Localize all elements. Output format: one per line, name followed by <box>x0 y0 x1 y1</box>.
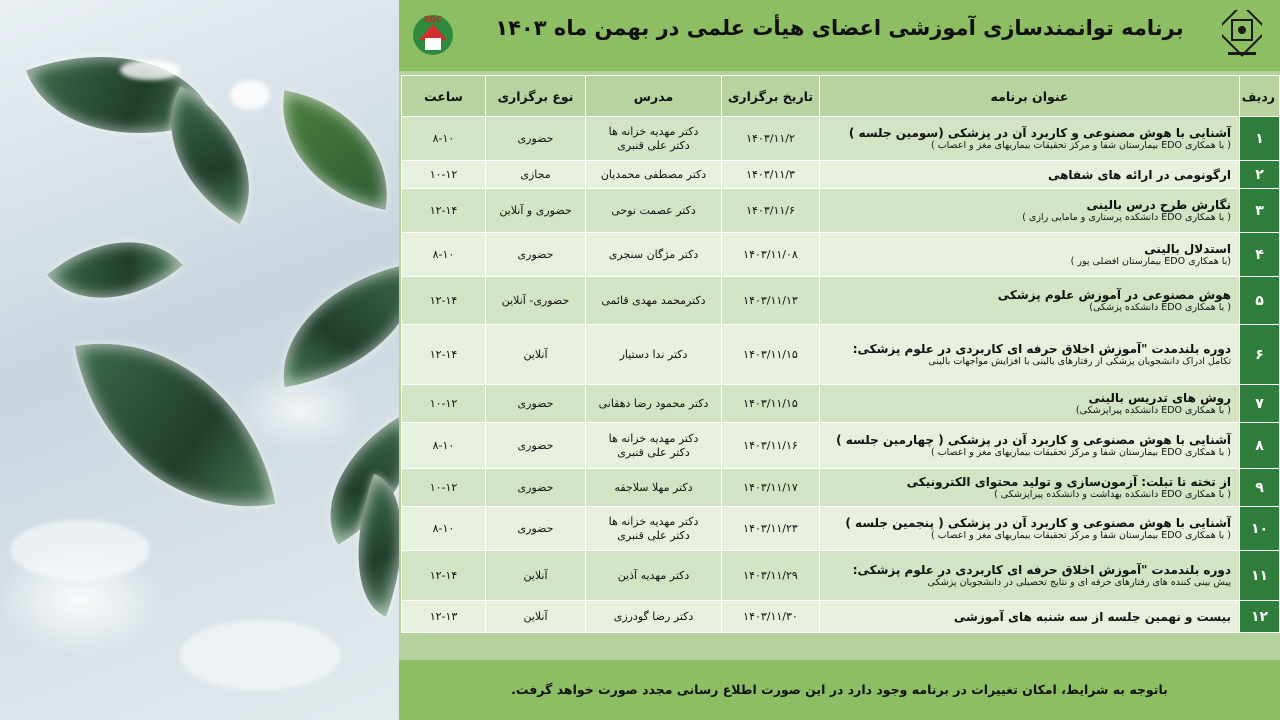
program-topic <box>820 601 1240 633</box>
table-header-row <box>402 76 1280 117</box>
program-instructor <box>586 325 722 385</box>
program-title: آشنایی با هوش مصنوعی و کاربرد آن در پزشکی (سومین جلسه ) <box>848 126 1231 140</box>
program-title: دوره بلندمدت "آموزش اخلاق حرفه ای کاربردی در علوم پزشکی: <box>852 342 1231 356</box>
program-date: ۱۴۰۳/۱۱/۰۸ <box>722 233 820 277</box>
row-number: ۳ <box>1240 189 1280 233</box>
col-header-date: تاریخ برگزاری <box>722 76 820 117</box>
program-title: از تخته تا تبلت: آزمون‌سازی و تولید محتوای الکترونیکی <box>906 475 1231 489</box>
program-date: ۱۴۰۳/۱۱/۱۶ <box>722 423 820 469</box>
program-time: ۸-۱۰ <box>402 117 486 161</box>
instructor-name: دکتر ندا دستیار <box>619 347 688 361</box>
program-time: ۱۲-۱۴ <box>402 189 486 233</box>
program-instructor <box>586 189 722 233</box>
program-delivery-type: حضوری <box>486 233 586 277</box>
table-row <box>402 325 1280 385</box>
program-date: ۱۴۰۳/۱۱/۲۳ <box>722 507 820 551</box>
instructor-name: دکتر رضا گودرزی <box>613 609 694 623</box>
table-row <box>402 551 1280 601</box>
program-delivery-type: آنلاین <box>486 601 586 633</box>
instructor-name: دکتر مهدیه آذین <box>617 568 690 582</box>
col-header-row-number: ردیف <box>1240 76 1280 117</box>
program-collaboration-note: ( با همکاری EDO دانشکده بهداشت و دانشکده پیراپزشکی ) <box>994 489 1231 500</box>
row-number: ۶ <box>1240 325 1280 385</box>
program-collaboration-note: ( با همکاری EDO بیمارستان شفا و مرکز تحقیقات بیماریهای مغز و اعصاب ) <box>930 530 1231 541</box>
instructor-name: دکتر مهدیه خزانه ها <box>608 514 699 528</box>
program-title: هوش مصنوعی در آموزش علوم پزشکی <box>997 288 1231 302</box>
program-instructor <box>586 423 722 469</box>
row-number: ۱ <box>1240 117 1280 161</box>
program-topic <box>820 469 1240 507</box>
table-row <box>402 277 1280 325</box>
instructor-name: دکتر علی قنبری <box>617 138 690 152</box>
edc-logo-text: EDC <box>424 15 442 24</box>
col-header-time: ساعت <box>402 76 486 117</box>
program-delivery-type: آنلاین <box>486 325 586 385</box>
program-date: ۱۴۰۳/۱۱/۲۹ <box>722 551 820 601</box>
row-number: ۱۰ <box>1240 507 1280 551</box>
program-time: ۱۲-۱۴ <box>402 277 486 325</box>
program-topic <box>820 277 1240 325</box>
table-row <box>402 189 1280 233</box>
program-instructor <box>586 601 722 633</box>
instructor-name: دکتر محمود رضا دهقانی <box>598 396 709 410</box>
program-delivery-type: حضوری- آنلاین <box>486 277 586 325</box>
program-title: روش های تدریس بالینی <box>1088 391 1231 405</box>
table-row <box>402 423 1280 469</box>
program-instructor <box>586 161 722 189</box>
footer-bar <box>399 660 1280 720</box>
row-number: ۸ <box>1240 423 1280 469</box>
program-title: آشنایی با هوش مصنوعی و کاربرد آن در پزشکی ( پنجمین جلسه ) <box>845 516 1231 530</box>
col-header-type: نوع برگزاری <box>486 76 586 117</box>
instructor-name: دکتر علی قنبری <box>617 528 690 542</box>
program-collaboration-note: ( با همکاری EDO بیمارستان شفا و مرکز تحقیقات بیماریهای مغز و اعصاب ) <box>930 447 1231 458</box>
program-table <box>401 75 1280 633</box>
program-delivery-type: حضوری <box>486 469 586 507</box>
row-number: ۷ <box>1240 385 1280 423</box>
row-number: ۴ <box>1240 233 1280 277</box>
program-delivery-type: آنلاین <box>486 551 586 601</box>
decorative-frosted-leaves-photo <box>0 0 399 720</box>
program-title: آشنایی با هوش مصنوعی و کاربرد آن در پزشکی ( چهارمین جلسه ) <box>836 433 1231 447</box>
program-instructor <box>586 233 722 277</box>
program-time: ۱۲-۱۴ <box>402 325 486 385</box>
table-row <box>402 601 1280 633</box>
program-title: بیست و نهمین جلسه از سه شنبه های آموزشی <box>953 609 1231 624</box>
table-row <box>402 507 1280 551</box>
program-collaboration-note: تکامل ادراک دانشجویان پزشکی از رفتارهای بالینی با افزایش مواجهات بالینی <box>928 356 1231 367</box>
program-title: ارگونومی در ارائه های شفاهی <box>1047 167 1231 182</box>
program-topic <box>820 117 1240 161</box>
university-emblem-icon <box>1222 10 1262 60</box>
program-instructor <box>586 469 722 507</box>
row-number: ۱۲ <box>1240 601 1280 633</box>
program-delivery-type: حضوری و آنلاین <box>486 189 586 233</box>
program-collaboration-note: ( با همکاری EDO دانشکده پزشکی) <box>1089 302 1231 313</box>
program-instructor <box>586 277 722 325</box>
instructor-name: دکترمحمد مهدی قائمی <box>601 293 706 307</box>
col-header-topic: عنوان برنامه <box>820 76 1240 117</box>
program-topic <box>820 189 1240 233</box>
program-time: ۱۰-۱۲ <box>402 469 486 507</box>
col-header-instructor: مدرس <box>586 76 722 117</box>
program-time: ۸-۱۰ <box>402 507 486 551</box>
table-row <box>402 233 1280 277</box>
program-delivery-type: مجازی <box>486 161 586 189</box>
program-time: ۱۰-۱۲ <box>402 161 486 189</box>
instructor-name: دکتر مژگان سنجری <box>608 247 699 261</box>
program-collaboration-note: ( با همکاری EDO دانشکده پیراپزشکی) <box>1075 405 1231 416</box>
program-panel <box>399 0 1280 720</box>
page-title: برنامه توانمندسازی آموزشی اعضای هیأت علمی در بهمن ماه ۱۴۰۳ <box>495 16 1184 40</box>
program-instructor <box>586 507 722 551</box>
row-number: ۱۱ <box>1240 551 1280 601</box>
program-date: ۱۴۰۳/۱۱/۲ <box>722 117 820 161</box>
instructor-name: دکتر عصمت نوحی <box>611 203 696 217</box>
row-number: ۹ <box>1240 469 1280 507</box>
instructor-name: دکتر مصطفی محمدیان <box>600 167 707 181</box>
program-collaboration-note: ( با همکاری EDO دانشکده پرستاری و مامایی رازی ) <box>1022 212 1231 223</box>
program-time: ۱۲-۱۳ <box>402 601 486 633</box>
edc-logo-icon <box>411 10 455 60</box>
program-instructor <box>586 385 722 423</box>
program-topic <box>820 325 1240 385</box>
program-time: ۸-۱۰ <box>402 423 486 469</box>
footer-note: باتوجه به شرایط، امکان تغییرات در برنامه وجود دارد در این صورت اطلاع رسانی مجدد صورت خواهد گرفت. <box>511 682 1168 697</box>
program-topic <box>820 507 1240 551</box>
row-number: ۵ <box>1240 277 1280 325</box>
program-date: ۱۴۰۳/۱۱/۱۷ <box>722 469 820 507</box>
program-topic <box>820 161 1240 189</box>
header-bar <box>399 0 1280 71</box>
instructor-name: دکتر علی قنبری <box>617 445 690 459</box>
program-date: ۱۴۰۳/۱۱/۳ <box>722 161 820 189</box>
program-title: استدلال بالینی <box>1144 242 1231 256</box>
program-time: ۸-۱۰ <box>402 233 486 277</box>
program-delivery-type: حضوری <box>486 423 586 469</box>
program-topic <box>820 233 1240 277</box>
program-collaboration-note: پیش بینی کننده های رفتارهای حرفه ای و نتایج تحصیلی در دانشجویان پزشکی <box>927 577 1231 588</box>
program-date: ۱۴۰۳/۱۱/۱۳ <box>722 277 820 325</box>
instructor-name: دکتر مهدیه خزانه ها <box>608 124 699 138</box>
instructor-name: دکتر مهلا سلاجقه <box>614 480 693 494</box>
program-collaboration-note: ( با همکاری EDO بیمارستان شفا و مرکز تحقیقات بیماریهای مغز و اعصاب ) <box>930 140 1231 151</box>
table-row <box>402 469 1280 507</box>
program-delivery-type: حضوری <box>486 507 586 551</box>
table-row <box>402 161 1280 189</box>
program-date: ۱۴۰۳/۱۱/۶ <box>722 189 820 233</box>
program-date: ۱۴۰۳/۱۱/۱۵ <box>722 325 820 385</box>
program-delivery-type: حضوری <box>486 117 586 161</box>
program-title: دوره بلندمدت "آموزش اخلاق حرفه ای کاربردی در علوم پزشکی: <box>852 563 1231 577</box>
table-row <box>402 117 1280 161</box>
program-topic <box>820 423 1240 469</box>
program-time: ۱۲-۱۴ <box>402 551 486 601</box>
program-delivery-type: حضوری <box>486 385 586 423</box>
program-instructor <box>586 551 722 601</box>
program-time: ۱۰-۱۲ <box>402 385 486 423</box>
table-row <box>402 385 1280 423</box>
row-number: ۲ <box>1240 161 1280 189</box>
program-topic <box>820 551 1240 601</box>
program-date: ۱۴۰۳/۱۱/۳۰ <box>722 601 820 633</box>
program-instructor <box>586 117 722 161</box>
program-collaboration-note: (با همکاری EDO بیمارستان افضلی پور ) <box>1070 256 1231 267</box>
program-date: ۱۴۰۳/۱۱/۱۵ <box>722 385 820 423</box>
instructor-name: دکتر مهدیه خزانه ها <box>608 431 699 445</box>
program-topic <box>820 385 1240 423</box>
program-title: نگارش طرح درس بالینی <box>1086 198 1231 212</box>
